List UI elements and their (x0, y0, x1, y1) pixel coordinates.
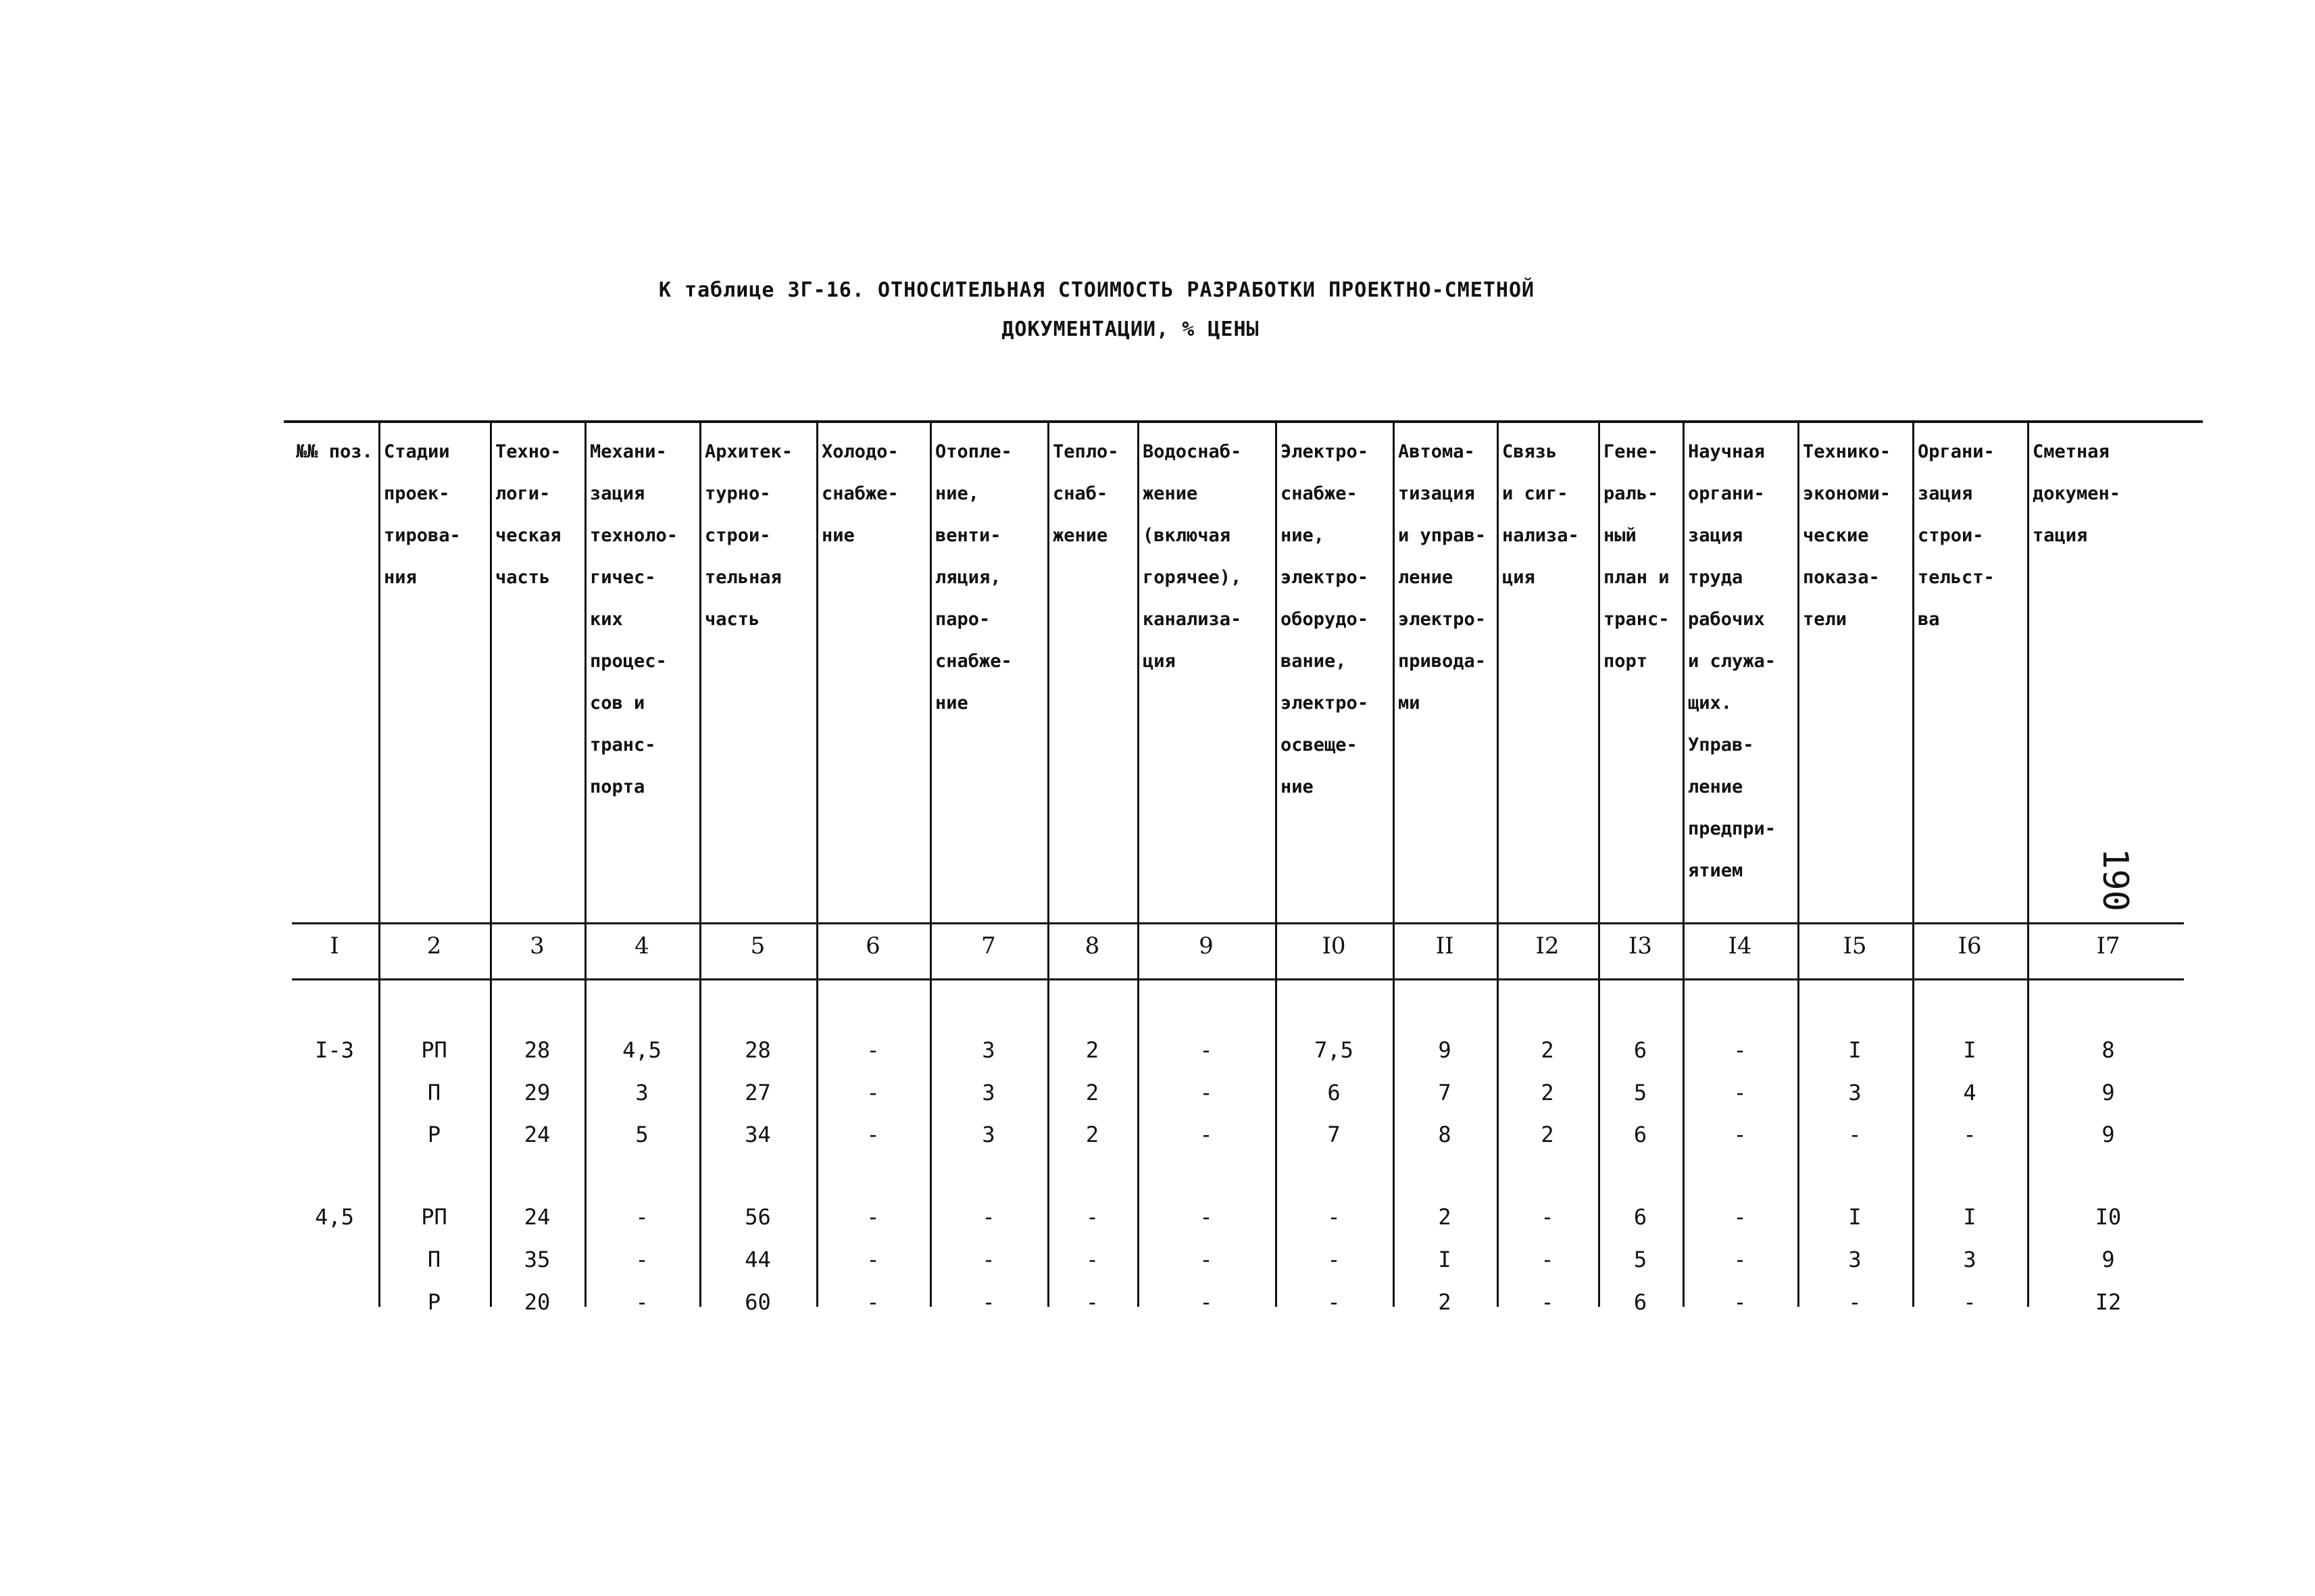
table-cell: 24 (524, 1122, 551, 1147)
table-cell: Р (427, 1122, 441, 1147)
table-cell: - (1199, 1037, 1213, 1063)
table-cell: - (1199, 1122, 1213, 1147)
table-cell: - (1199, 1204, 1213, 1230)
column-number: I0 (1322, 932, 1346, 959)
table-cell: 7 (1438, 1080, 1451, 1105)
column-number: II (1435, 932, 1454, 959)
table-cell: I2 (2095, 1289, 2122, 1315)
table-cell: 3 (1848, 1247, 1862, 1272)
column-number: 4 (634, 932, 649, 959)
column-separator (490, 422, 492, 1307)
table-cell: РП (421, 1037, 447, 1063)
column-separator (378, 422, 380, 1307)
position-label: 4,5 (315, 1204, 354, 1230)
table-cell: 28 (524, 1037, 551, 1063)
column-number: I2 (1535, 932, 1560, 959)
table-cell: - (866, 1122, 880, 1147)
table-cell: 9 (2101, 1122, 2115, 1147)
header-bottom-rule (292, 922, 2184, 924)
column-number: 7 (981, 932, 996, 959)
table-cell: - (1963, 1122, 1976, 1147)
table-cell: - (982, 1204, 995, 1230)
table-cell: 2 (1085, 1080, 1099, 1105)
column-header: Автома- тизация и управ- ление электро- приводa- ми (1398, 441, 1487, 714)
table-cell: - (1733, 1247, 1747, 1272)
table-cell: 7,5 (1314, 1037, 1353, 1063)
column-number: I3 (1628, 932, 1653, 959)
numbering-bottom-rule (292, 978, 2184, 980)
page-number: 190 (2095, 848, 2135, 912)
table-cell: 6 (1633, 1204, 1647, 1230)
table-cell: 35 (524, 1247, 551, 1272)
column-separator (930, 422, 932, 1307)
column-separator (584, 422, 587, 1307)
table-cell: I (1963, 1204, 1976, 1230)
table-cell: I0 (2095, 1204, 2122, 1230)
column-separator (1797, 422, 1799, 1307)
table-cell: I (1848, 1037, 1862, 1063)
table-cell: 24 (524, 1204, 551, 1230)
table-cell: - (1963, 1289, 1976, 1315)
table-cell: - (1733, 1289, 1747, 1315)
column-number: 2 (426, 932, 442, 959)
table-cell: 27 (745, 1080, 771, 1105)
column-number: I (330, 932, 339, 959)
table-cell: 3 (982, 1122, 995, 1147)
table-cell: 56 (745, 1204, 771, 1230)
column-header: Водоснаб- жение (включая горячее), канализа- ция (1143, 441, 1242, 672)
table-cell: 3 (1848, 1080, 1862, 1105)
column-header: Гене- раль- ный план и транс- порт (1603, 441, 1670, 672)
column-number: 5 (750, 932, 766, 959)
table-cell: 34 (745, 1122, 771, 1147)
table-cell: - (635, 1204, 649, 1230)
table-top-rule (284, 420, 2203, 423)
column-header: Электро- снабже- ние, электро- оборудо- вание, электро- освеще- ние (1280, 441, 1369, 797)
table-cell: - (1199, 1247, 1213, 1272)
column-number: 3 (530, 932, 545, 959)
table-cell: 6 (1633, 1037, 1647, 1063)
table-cell: - (1733, 1080, 1747, 1105)
table-cell: 9 (2101, 1080, 2115, 1105)
table-cell: РП (421, 1204, 447, 1230)
table-cell: I (1438, 1247, 1451, 1272)
column-header: №№ поз. (296, 441, 373, 462)
column-header: Технико- экономи- ческие показа- тели (1803, 441, 1891, 630)
table-cell: 6 (1327, 1080, 1341, 1105)
table-cell: 2 (1541, 1080, 1554, 1105)
table-cell: - (1848, 1289, 1862, 1315)
column-separator (1137, 422, 1139, 1307)
column-number: I6 (1958, 932, 1982, 959)
column-separator (2027, 422, 2029, 1307)
table-cell: - (1541, 1289, 1554, 1315)
table-cell: 7 (1327, 1122, 1341, 1147)
table-cell: - (982, 1289, 995, 1315)
position-label: I-3 (315, 1037, 354, 1063)
table-cell: - (635, 1289, 649, 1315)
table-cell: - (1085, 1204, 1099, 1230)
table-cell: - (866, 1080, 880, 1105)
column-separator (699, 422, 701, 1307)
table-cell: 2 (1438, 1289, 1451, 1315)
table-cell: - (1199, 1080, 1213, 1105)
column-number: I7 (2096, 932, 2120, 959)
table-cell: - (866, 1289, 880, 1315)
column-number: 8 (1085, 932, 1100, 959)
table-cell: 2 (1085, 1037, 1099, 1063)
table-title-line-1: К таблице 3Г-16. ОТНОСИТЕЛЬНАЯ СТОИМОСТЬ РАЗРАБОТКИ ПРОЕКТНО-СМЕТНОЙ (658, 278, 1535, 302)
table-cell: 2 (1541, 1037, 1554, 1063)
table-cell: 2 (1541, 1122, 1554, 1147)
table-cell: I (1963, 1037, 1976, 1063)
table-cell: 9 (1438, 1037, 1451, 1063)
table-cell: 3 (1963, 1247, 1976, 1272)
column-separator (1912, 422, 1914, 1307)
column-number: I5 (1843, 932, 1867, 959)
table-cell: Р (427, 1289, 441, 1315)
column-separator (816, 422, 818, 1307)
table-title-line-2: ДОКУМЕНТАЦИИ, % ЦЕНЫ (1001, 318, 1260, 341)
table-cell: - (1327, 1289, 1341, 1315)
table-cell: - (1085, 1289, 1099, 1315)
table-cell: 5 (1633, 1080, 1647, 1105)
column-separator (1598, 422, 1600, 1307)
table-cell: 3 (635, 1080, 649, 1105)
table-cell: 4 (1963, 1080, 1976, 1105)
table-cell: 60 (745, 1289, 771, 1315)
table-cell: 5 (1633, 1247, 1647, 1272)
table-cell: 8 (1438, 1122, 1451, 1147)
table-cell: П (427, 1247, 441, 1272)
table-cell: П (427, 1080, 441, 1105)
table-cell: - (1848, 1122, 1862, 1147)
table-cell: 3 (982, 1080, 995, 1105)
table-cell: - (866, 1247, 880, 1272)
table-cell: I (1848, 1204, 1862, 1230)
column-header: Механи- зация техноло- гичес- ких процес- сов и транс- порта (590, 441, 678, 797)
table-cell: - (1733, 1037, 1747, 1063)
table-cell: 28 (745, 1037, 771, 1063)
table-cell: 3 (982, 1037, 995, 1063)
column-header: Отопле- ние, венти- ляция, паро- снабже- ние (935, 441, 1012, 714)
column-header: Сметная докумен- тация (2033, 441, 2121, 546)
table-cell: - (1327, 1247, 1341, 1272)
column-number: 6 (866, 932, 880, 959)
column-separator (1275, 422, 1277, 1307)
table-cell: - (1733, 1204, 1747, 1230)
table-cell: - (635, 1247, 649, 1272)
table-cell: - (1199, 1289, 1213, 1315)
table-cell: - (866, 1204, 880, 1230)
table-cell: - (1541, 1247, 1554, 1272)
column-header: Техно- логи- ческая часть (495, 441, 562, 588)
column-header: Тепло- снаб- жение (1053, 441, 1119, 546)
column-header: Стадии проек- тирова- ния (384, 441, 461, 588)
column-separator (1683, 422, 1685, 1307)
column-header: Архитек- турно- строи- тельная часть (705, 441, 793, 630)
column-separator (1497, 422, 1499, 1307)
table-cell: - (1085, 1247, 1099, 1272)
table-cell: 29 (524, 1080, 551, 1105)
table-cell: - (1327, 1204, 1341, 1230)
column-header: Научная органи- зация труда рабочих и служа- щих. Управ- ление предпри- ятием (1688, 441, 1776, 881)
column-number: 9 (1199, 932, 1214, 959)
column-header: Холодо- снабже- ние (822, 441, 899, 546)
table-cell: 2 (1438, 1204, 1451, 1230)
table-cell: - (982, 1247, 995, 1272)
table-cell: 44 (745, 1247, 771, 1272)
table-cell: 20 (524, 1289, 551, 1315)
table-cell: 4,5 (622, 1037, 662, 1063)
column-header: Органи- зация строи- тельст- ва (1918, 441, 1995, 630)
column-header: Связь и сиг- нализа- ция (1502, 441, 1579, 588)
table-cell: 9 (2101, 1247, 2115, 1272)
table-cell: - (1541, 1204, 1554, 1230)
table-cell: 5 (635, 1122, 649, 1147)
column-separator (1047, 422, 1049, 1307)
table-cell: 8 (2101, 1037, 2115, 1063)
table-cell: - (866, 1037, 880, 1063)
column-number: I4 (1728, 932, 1752, 959)
table-cell: 6 (1633, 1289, 1647, 1315)
table-cell: 2 (1085, 1122, 1099, 1147)
table-cell: - (1733, 1122, 1747, 1147)
column-separator (1393, 422, 1395, 1307)
table-cell: 6 (1633, 1122, 1647, 1147)
